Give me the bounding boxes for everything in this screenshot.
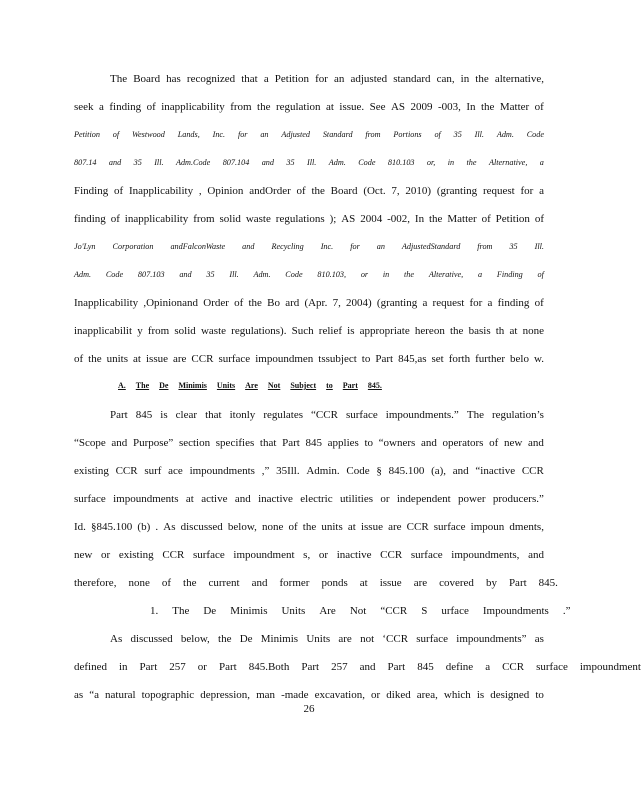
- text-line: of the units at issue are CCR surface impoundmen tssubject to Part 845,as set forth further belo w.: [74, 353, 544, 365]
- section-heading: A. The De Minimis Units Are Not Subject to Part 845.: [118, 381, 382, 390]
- text-line: existing CCR surf ace impoundments ,” 35Ill. Admin. Code § 845.100 (a), and “inactive CCR: [74, 465, 544, 477]
- text-line: inapplicabilit y from solid waste regulations). Such relief is appropriate hereon the basis th at none: [74, 325, 544, 337]
- text-line: The Board has recognized that a Petition for an adjusted standard can, in the alternative,: [110, 73, 544, 85]
- text-line: Part 845 is clear that itonly regulates “CCR surface impoundments.” The regulation’s: [110, 409, 544, 421]
- text-line: seek a finding of inapplicability from the regulation at issue. See AS 2009 -003, In the Matter of: [74, 101, 544, 113]
- text-line: Id. §845.100 (b) . As discussed below, none of the units at issue are CCR surface impoun dments,: [74, 521, 544, 533]
- text-line: Petition of Westwood Lands, Inc. for an Adjusted Standard from Portions of 35 Ill. Adm. Code: [74, 130, 544, 139]
- text-line: As discussed below, the De Minimis Units are not ‘CCR surface impoundments” as: [110, 633, 544, 645]
- text-line: 807.14 and 35 Ill. Adm.Code 807.104 and 35 Ill. Adm. Code 810.103 or, in the Alternative, a: [74, 158, 544, 167]
- text-line: new or existing CCR surface impoundment s, or inactive CCR surface impoundments, and: [74, 549, 544, 561]
- text-line: Jo'Lyn Corporation andFalconWaste and Recycling Inc. for an AdjustedStandard from 35 Ill.: [74, 242, 544, 251]
- text-line: “Scope and Purpose” section specifies that Part 845 applies to “owners and operators of new and: [74, 437, 544, 449]
- text-line: Finding of Inapplicability , Opinion andOrder of the Board (Oct. 7, 2010) (granting request for a: [74, 185, 544, 197]
- text-line: Adm. Code 807.103 and 35 Ill. Adm. Code 810.103, or in the Alterative, a Finding of: [74, 270, 544, 279]
- text-line: finding of inapplicability from solid waste regulations ); AS 2004 -002, In the Matter of Petition of: [74, 213, 544, 225]
- text-line: therefore, none of the current and former ponds at issue are covered by Part 845.: [74, 577, 558, 589]
- text-line: as “a natural topographic depression, man -made excavation, or diked area, which is designed to: [74, 689, 544, 701]
- page-number: 26: [303, 703, 315, 715]
- subsection-heading: 1. The De Minimis Units Are Not “CCR S urface Impoundments .”: [150, 605, 571, 617]
- text-line: Inapplicability ,Opinionand Order of the Bo ard (Apr. 7, 2004) (granting a request for a finding of: [74, 297, 544, 309]
- text-line: defined in Part 257 or Part 845.Both Part 257 and Part 845 define a CCR surface impoundment: [74, 661, 641, 673]
- text-line: surface impoundments at active and inactive electric utilities or independent power producers.”: [74, 493, 544, 505]
